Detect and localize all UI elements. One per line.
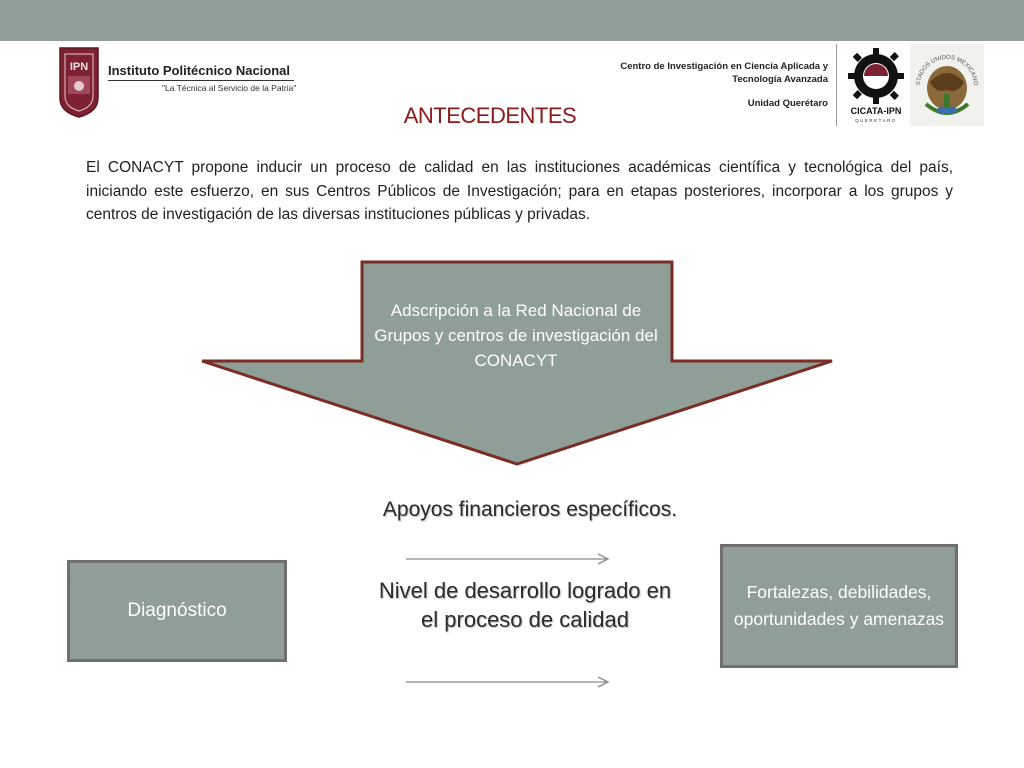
top-flow-arrow	[405, 552, 611, 566]
fortalezas-box	[720, 544, 958, 668]
svg-text:ESTADOS UNIDOS MEXICANOS: STADOS UNIDOS MEXICANO	[915, 54, 979, 86]
financial-support-label: Apoyos financieros específicos.	[382, 498, 678, 521]
svg-text:QUERETARO: QUERETARO	[855, 118, 897, 123]
development-level-label: Nivel de desarrollo logrado en el proceso de calidad	[378, 578, 672, 632]
arrow-text: Adscripción a la Red Nacional de Grupos y centros de investigación del CONACYT	[374, 301, 658, 370]
cicata-logo	[842, 46, 910, 124]
intro-paragraph: El CONACYT propone inducir un proceso de calidad en las instituciones académicas científica y tecnológica del país, iniciando este esfuerzo, en sus Centros Públicos de Investigación; para en etapas posteriores, incorporar a los grupos y centros de investigación de las diversas instituciones públicas y privadas.	[86, 159, 953, 223]
diagnostico-box	[67, 560, 287, 662]
coat-of-arms-logo	[910, 44, 984, 126]
top-bar	[0, 0, 1024, 41]
institute-name: Instituto Politécnico Nacional	[108, 63, 291, 78]
slide-title: ANTECEDENTES	[403, 103, 577, 128]
ipn-logo	[56, 46, 102, 118]
center-name	[568, 60, 828, 86]
unit-name: Unidad Querétaro	[747, 98, 828, 109]
bottom-flow-arrow	[405, 675, 611, 689]
institute-motto: "La Técnica al Servicio de la Patria"	[162, 83, 297, 93]
center-name-line2: Tecnología Avanzada	[732, 74, 828, 85]
institute-underline	[108, 80, 294, 81]
fortalezas-label: Fortalezas, debilidades, oportunidades y amenazas	[733, 582, 945, 629]
svg-text:IPN: IPN	[69, 61, 89, 73]
center-name-line1: Centro de Investigación en Ciencia Aplicada y	[620, 61, 828, 72]
svg-text:CICATA-IPN: CICATA-IPN	[850, 106, 902, 116]
diagnostico-label: Diagnóstico	[127, 600, 227, 621]
header-divider	[836, 44, 837, 126]
